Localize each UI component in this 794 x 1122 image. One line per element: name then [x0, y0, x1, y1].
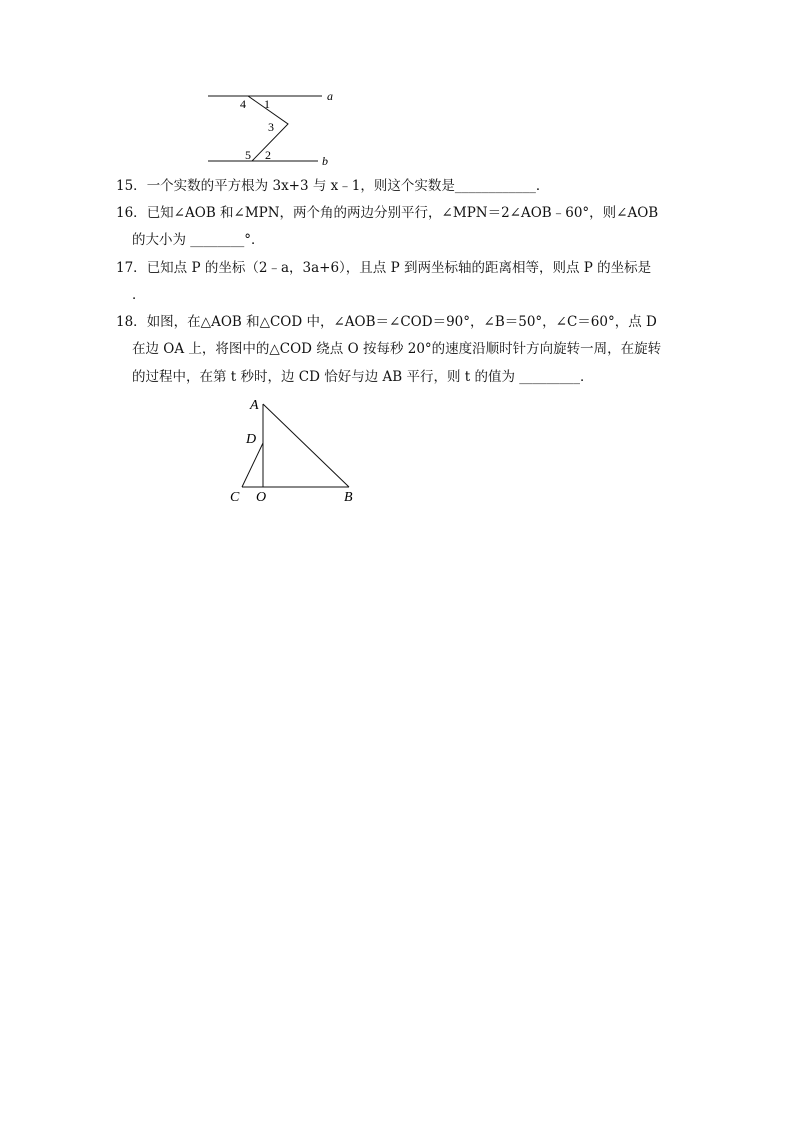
angle-label-5: 5: [245, 148, 251, 162]
question-18-continued-2: [132, 368, 594, 386]
question-text: 一个实数的平方根为 3x+3 与 x﹣1，则这个实数是____________．: [146, 178, 550, 194]
segment-AB: [263, 404, 349, 487]
question-18-continued-1: [132, 340, 661, 358]
vertex-label-A: A: [250, 398, 259, 413]
question-number: 15．: [116, 178, 147, 194]
question-17-continued: [132, 286, 146, 304]
question-17: [116, 259, 651, 277]
question-text: 如图，在△AOB 和△COD 中，∠AOB＝∠COD＝90°，∠B＝50°，∠C＝60°，点 D: [146, 314, 657, 330]
angle-label-2: 2: [265, 148, 271, 162]
parallel-lines-figure: [200, 86, 340, 168]
question-text: 的过程中，在第 t 秒时，边 CD 恰好与边 AB 平行，则 t 的值为 _________．: [132, 369, 594, 385]
angle-label-1: 1: [264, 97, 270, 111]
question-number: 18．: [116, 314, 147, 330]
question-text: 的大小为 ________°．: [132, 232, 265, 248]
vertex-label-B: B: [344, 490, 353, 505]
vertex-label-O: O: [256, 490, 267, 505]
question-18: [116, 313, 657, 331]
question-number: 16．: [116, 205, 147, 221]
question-text: 已知∠AOB 和∠MPN，两个角的两边分别平行，∠MPN＝2∠AOB﹣60°，则∠AOB: [146, 205, 659, 221]
angle-label-4: 4: [240, 97, 246, 111]
label-a: a: [327, 89, 333, 103]
segment-CD: [242, 443, 263, 487]
triangles-figure: [224, 392, 364, 508]
question-16-continued: [132, 231, 265, 249]
question-text: 在边 OA 上，将图中的△COD 绕点 O 按每秒 20°的速度沿顺时针方向旋转一周，在旋转: [132, 341, 662, 357]
vertex-label-C: C: [230, 490, 240, 505]
question-number: 17．: [116, 260, 147, 276]
question-text: 已知点 P 的坐标（2﹣a，3a+6），且点 P 到两坐标轴的距离相等，则点 P 的坐标是: [146, 260, 652, 276]
label-b: b: [322, 154, 328, 168]
question-15: [116, 177, 549, 195]
question-16: [116, 204, 658, 222]
question-text: ．: [132, 287, 146, 303]
vertex-label-D: D: [246, 432, 257, 447]
angle-label-3: 3: [268, 120, 274, 134]
